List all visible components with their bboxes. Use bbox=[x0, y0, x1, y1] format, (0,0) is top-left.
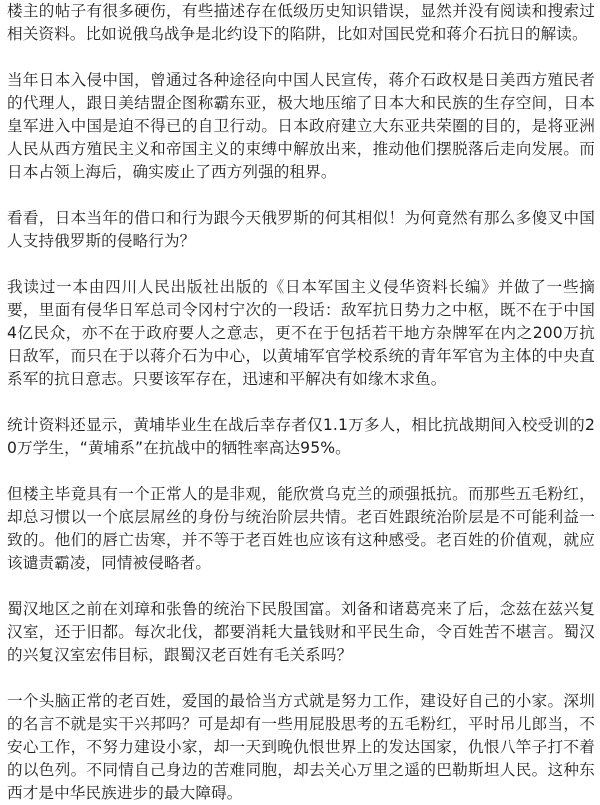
paragraph-7: 蜀汉地区之前在刘璋和张鲁的统治下民殷国富。刘备和诸葛亮来了后，念兹在兹兴复汉室，还于旧都。每次北伐，都要消耗大量钱财和平民生命，令百姓苦不堪言。蜀汉的兴复汉室宏伟目标，跟蜀汉老百姓有毛关系吗？ bbox=[7, 600, 595, 664]
paragraph-3: 看看，日本当年的借口和行为跟今天俄罗斯的何其相似！为何竟然有那么多傻叉中国人支持俄罗斯的侵略行为？ bbox=[7, 209, 595, 250]
post-body bbox=[7, 0, 595, 805]
paragraph-5: 统计资料还显示，黄埔毕业生在战后幸存者仅1.1万多人，相比抗战期间入校受训的20万学生，“黄埔系”在抗战中的牺牲率高达95%。 bbox=[7, 416, 595, 457]
paragraph-2: 当年日本入侵中国，曾通过各种途径向中国人民宣传，蒋介石政权是日美西方殖民者的代理人，跟日美结盟企图称霸东亚，极大地压缩了日本大和民族的生存空间，日本皇军进入中国是迫不得已的自卫行动。日本政府建立大东亚共荣圈的目的，是将亚洲人民从西方殖民主义和帝国主义的束缚中解放出来，推动他们摆脱落后走向发展。而日本占领上海后，确实废止了西方列强的租界。 bbox=[7, 71, 595, 181]
paragraph-8: 一个头脑正常的老百姓，爱国的最恰当方式就是努力工作，建设好自己的小家。深圳的名言不就是实干兴邦吗？可是却有一些用屁股思考的五毛粉红，平时吊儿郎当，不安心工作，不努力建设小家，却一天到晚仇恨世界上的发达国家，仇恨八竿子打不着的以色列。不同情自己身边的苦难同胞，却去关心万里之遥的巴勒斯坦人民。这种东西才是中华民族进步的最大障碍。 bbox=[7, 692, 595, 802]
paragraph-6: 但楼主毕竟具有一个正常人的是非观，能欣赏乌克兰的顽强抵抗。而那些五毛粉红，却总习惯以一个底层屌丝的身份与统治阶层共情。老百姓跟统治阶层是不可能利益一致的。他们的唇亡齿寒，并不等于老百姓也应该有这种感受。老百姓的价值观，就应该谴责霸凌，同情被侵略者。 bbox=[7, 485, 595, 572]
paragraph-1: 楼主的帖子有很多硬伤，有些描述存在低级历史知识错误，显然并没有阅读和搜索过相关资料。比如说俄乌战争是北约设下的陷阱，比如对国民党和蒋介石抗日的解读。 bbox=[7, 2, 595, 43]
paragraph-4: 我读过一本由四川人民出版社出版的《日本军国主义侵华资料长编》并做了一些摘要，里面有侵华日军总司令冈村宁次的一段话：敌军抗日势力之中枢，既不在于中国4亿民众，亦不在于政府要人之意志，更不在于包括若干地方杂牌军在内之200万抗日敌军，而只在于以蒋介石为中心，以黄埔军官学校系统的青年军官为主体的中央直系军的抗日意志。只要该军存在，迅速和平解决有如缘木求鱼。 bbox=[7, 278, 595, 388]
